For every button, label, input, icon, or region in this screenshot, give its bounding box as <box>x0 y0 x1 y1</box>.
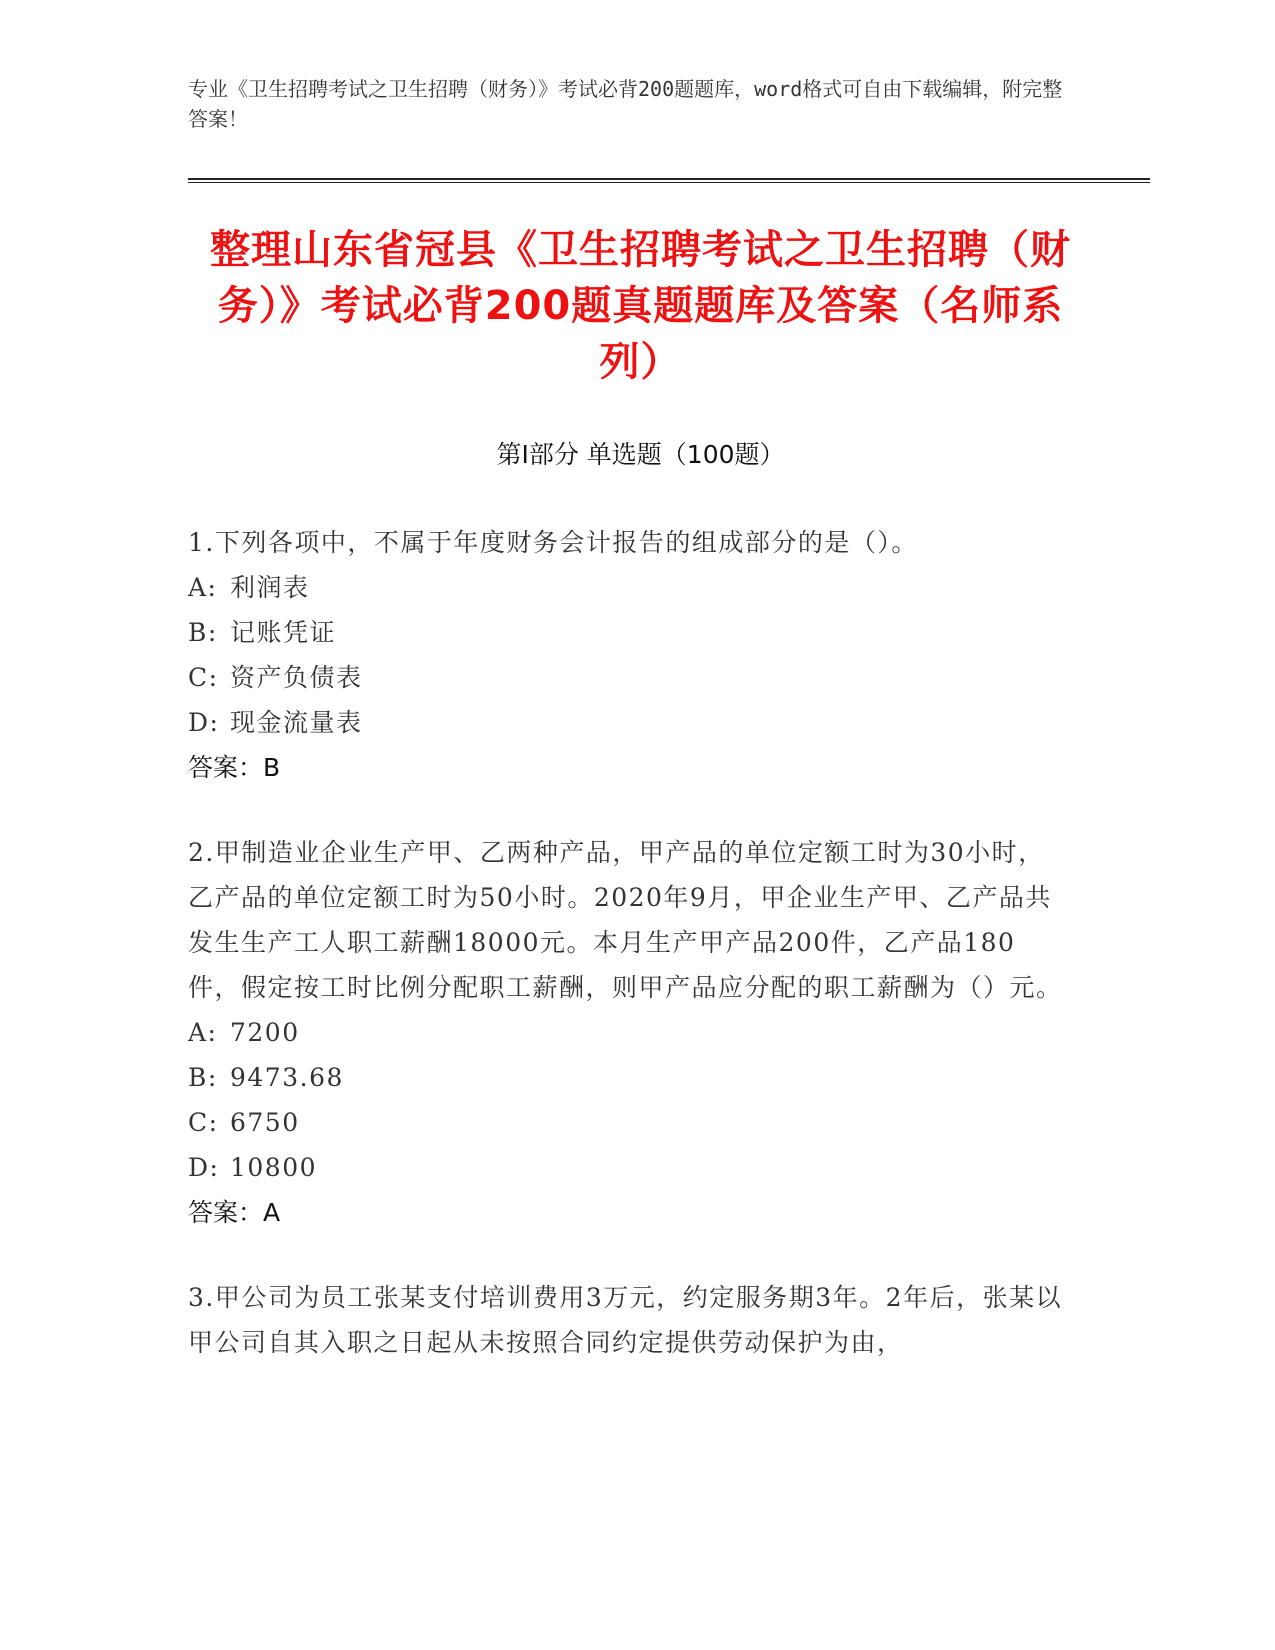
answer-line: 答案：A <box>188 1198 281 1227</box>
option-text: 9473.68 <box>230 1063 344 1092</box>
option-text: 利润表 <box>230 573 310 602</box>
question-1 <box>188 520 1068 790</box>
question-list <box>188 520 1068 1405</box>
option-letter: A: <box>188 1018 218 1047</box>
option-text: 现金流量表 <box>230 708 363 737</box>
option-letter: D: <box>188 708 220 737</box>
question-2 <box>188 830 1068 1235</box>
option-text: 10800 <box>230 1153 318 1182</box>
option-letter: C: <box>188 663 219 692</box>
question-stem: 1.下列各项中，不属于年度财务会计报告的组成部分的是（）。 <box>188 528 918 557</box>
option-text: 6750 <box>230 1108 300 1137</box>
document-title: 整理山东省冠县《卫生招聘考试之卫生招聘（财务）》考试必背200题真题题库及答案（名师系列） <box>210 227 1071 385</box>
header-note: 专业《卫生招聘考试之卫生招聘（财务）》考试必背200题题库，word格式可自由下载编辑，附完整答案！ <box>188 77 1063 131</box>
option-letter: D: <box>188 1153 220 1182</box>
option-text: 7200 <box>230 1018 300 1047</box>
header-divider <box>188 178 1150 180</box>
option-letter: C: <box>188 1108 219 1137</box>
option-d <box>188 1145 1068 1190</box>
option-letter: B: <box>188 1063 218 1092</box>
option-d <box>188 700 1068 745</box>
answer-line: 答案：B <box>188 753 281 782</box>
header-divider-thin <box>188 182 1150 183</box>
option-b <box>188 1055 1068 1100</box>
question-stem: 2.甲制造业企业生产甲、乙两种产品，甲产品的单位定额工时为30小时，乙产品的单位定额工时为50小时。2020年9月，甲企业生产甲、乙产品共发生生产工人职工薪酬18000元。本月生产甲产品200件，乙产品180件，假定按工时比例分配职工薪酬，则甲产品应分配的职工薪酬为（）元。 <box>188 838 1063 1002</box>
option-c <box>188 1100 1068 1145</box>
option-a <box>188 565 1068 610</box>
question-3 <box>188 1275 1068 1365</box>
option-b <box>188 610 1068 655</box>
option-text: 记账凭证 <box>230 618 337 647</box>
option-text: 资产负债表 <box>230 663 363 692</box>
option-letter: B: <box>188 618 218 647</box>
section-heading: 第I部分 单选题（100题） <box>496 440 785 469</box>
option-letter: A: <box>188 573 218 602</box>
option-c <box>188 655 1068 700</box>
question-stem: 3.甲公司为员工张某支付培训费用3万元，约定服务期3年。2年后，张某以甲公司自其入职之日起从未按照合同约定提供劳动保护为由， <box>188 1283 1063 1357</box>
option-a <box>188 1010 1068 1055</box>
